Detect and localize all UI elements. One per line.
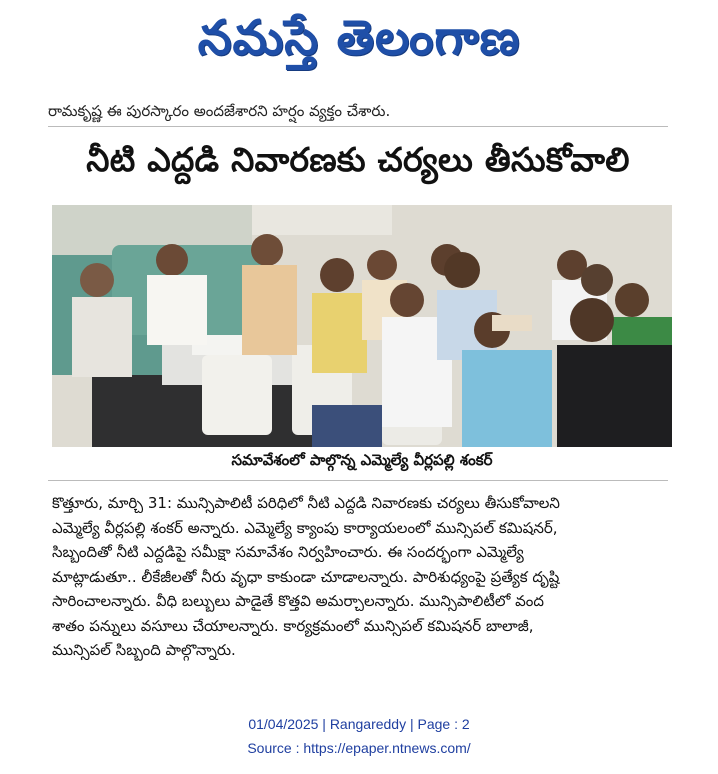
divider — [48, 480, 668, 481]
edition-info: 01/04/2025 | Rangareddy | Page : 2 — [248, 716, 470, 732]
previous-article-strip: రామకృష్ణ ఈ పురస్కారం అందజేశారని హర్షం వ్యక్తం చేశారు. — [48, 102, 391, 120]
article-photo — [52, 205, 672, 447]
page-footer — [0, 712, 718, 760]
divider — [48, 126, 668, 127]
body-line: కొత్తూరు, మార్చి 31: మున్సిపాలిటీ పరిధిలో నీటి ఎద్దడి నివారణకు చర్యలు తీసుకోవాలని — [52, 494, 560, 512]
article-body — [52, 491, 676, 663]
photo-caption: సమావేశంలో పాల్గొన్న ఎమ్మెల్యే వీర్లపల్లి శంకర్ — [231, 451, 493, 469]
body-line: మున్సిపల్ సిబ్బంది పాల్గొన్నారు. — [52, 641, 236, 659]
newspaper-masthead — [0, 2, 718, 74]
masthead-title: నమస్తే తెలంగాణ — [197, 10, 521, 66]
body-line: మాట్లాడుతూ.. లీకేజీలతో నీరు వృధా కాకుండా చూడాలన్నారు. పారిశుధ్యంపై ప్రత్యేక దృష్టి — [52, 567, 560, 586]
article-headline: నీటి ఎద్దడి నివారణకు చర్యలు తీసుకోవాలి — [86, 140, 630, 179]
body-line: సిబ్బందితో నీటి ఎద్దడిపై సమీక్షా సమావేశం నిర్వహించారు. ఈ సందర్భంగా ఎమ్మెల్యే — [52, 543, 524, 561]
body-line: సారించాలన్నారు. వీధి బల్బులు పాడైతే కొత్తవి అమర్చాలన్నారు. మున్సిపాలిటీలో వంద — [52, 592, 544, 610]
body-line: ఎమ్మెల్యే వీర్లపల్లి శంకర్ అన్నారు. ఎమ్మెల్యే క్యాంపు కార్యాయలంలో మున్సిపల్ కమిషనర్, — [52, 518, 558, 537]
body-line: శాతం పన్నులు వసూలు చేయాలన్నారు. కార్యక్రమంలో మున్సిపల్ కమిషనర్ బాలాజీ, — [52, 616, 534, 635]
meeting-photo-illustration — [52, 205, 672, 447]
source-link[interactable]: Source : https://epaper.ntnews.com/ — [247, 740, 471, 756]
